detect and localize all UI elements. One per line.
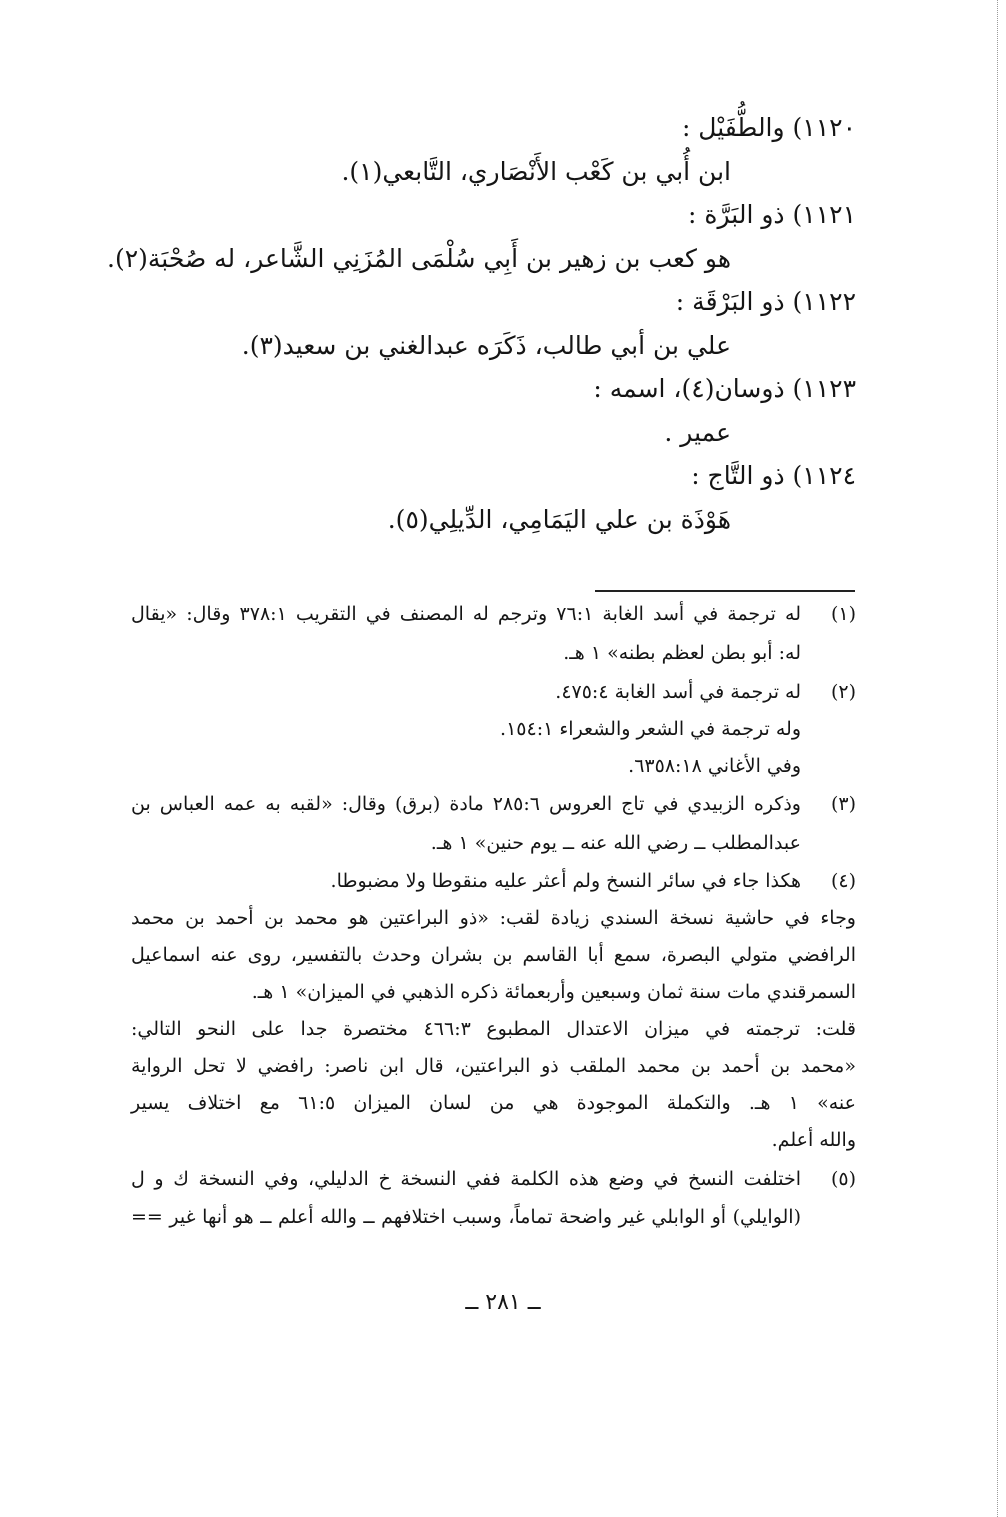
footnote-4-line-3: الرافضي متولي البصرة، سمع أبا القاسم بن بشران وحدث بالتفسير، روى عنه اسماعيل [131, 944, 856, 966]
footnote-4-line-7: عنه» ١ هـ. والتكملة الموجودة هي من لسان الميزان ٦١:٥ مع اختلاف يسير [131, 1092, 857, 1114]
footnote-3-number: (٣) [830, 793, 856, 815]
footnote-2-number: (٢) [830, 681, 856, 703]
entry-1124-text: هَوْذَة بن علي اليَمَامِي، الدِّيلِي(٥). [387, 505, 731, 534]
footnote-3-line-1: وذكره الزبيدي في تاج العروس ٢٨٥:٦ مادة (برق) وقال: «لقبه به عمه العباس بن [131, 793, 801, 815]
footnote-2-line-1: له ترجمة في أسد الغابة ٤٧٥:٤. [555, 681, 801, 703]
footnote-4-line-8: والله أعلم. [771, 1129, 856, 1151]
entry-1122-heading: ١١٢٢) ذو البَرْقَة : [675, 287, 856, 316]
entry-1121-text: هو كعب بن زهير بن أَبِي سُلْمَى المُزَنِي الشَّاعر، له صُحْبَة(٢). [107, 244, 731, 273]
footnote-1-line-2: له: أبو بطن لعظم بطنه» ١ هـ. [563, 642, 801, 664]
footnote-4-line-5: قلت: ترجمته في ميزان الاعتدال المطبوع ٤٦٦:٣ مختصرة جدا على النحو التالي: [131, 1018, 856, 1040]
entry-1120-heading: ١١٢٠) والطُّفَيْل : [681, 113, 856, 142]
footnote-5-number: (٥) [830, 1168, 856, 1190]
footnote-1-line-1: له ترجمة في أسد الغابة ٧٦:١ وترجم له المصنف في التقريب ٣٧٨:١ وقال: «يقال [131, 603, 801, 625]
entry-1123-heading: ١١٢٣) ذوسان(٤)، اسمه : [593, 374, 856, 403]
footnote-5-line-1: اختلفت النسخ في وضع هذه الكلمة ففي النسخة خ الدليلي، وفي النسخة ك و ل [131, 1168, 801, 1190]
footnote-separator [595, 590, 855, 592]
entry-1122-text: علي بن أبي طالب، ذَكَرَه عبدالغني بن سعيد(٣). [241, 331, 731, 360]
entry-1124-heading: ١١٢٤) ذو التَّاج : [691, 461, 856, 490]
entry-1123-text: عمير . [664, 418, 731, 447]
page-number: ــ ٢٨١ ــ [465, 1290, 541, 1315]
footnote-2-line-3: وفي الأغاني ٦٣٥٨:١٨. [628, 755, 801, 777]
footnote-4-line-4: السمرقندي مات سنة ثمان وسبعين وأربعمائة ذكره الذهبي في الميزان» ١ هـ. [251, 981, 856, 1003]
entry-1120-text: ابن أُبي بن كَعْب الأَنْصَاري، التَّابعي(١). [341, 157, 731, 186]
footnote-5-line-2: (الوايلي) أو الوابلي غير واضحة تماماً، وسبب اختلافهم ــ والله أعلم ــ هو أنها غير == [131, 1206, 801, 1228]
footnote-1-number: (١) [830, 603, 856, 625]
footnote-4-line-2: وجاء في حاشية نسخة السندي زيادة لقب: «ذو البراعتين هو محمد بن أحمد بن محمد [131, 907, 856, 929]
footnote-3-line-2: عبدالمطلب ــ رضي الله عنه ــ يوم حنين» ١ هـ. [430, 832, 801, 854]
entry-1121-heading: ١١٢١) ذو البَرَّة : [688, 200, 856, 229]
footnote-2-line-2: وله ترجمة في الشعر والشعراء ١٥٤:١. [500, 718, 801, 740]
footnote-4-number: (٤) [830, 870, 856, 892]
footnote-4-line-1: هكذا جاء في سائر النسخ ولم أعثر عليه منقوطا ولا مضبوطا. [330, 870, 801, 892]
footnote-4-line-6: «محمد بن أحمد بن محمد الملقب ذو البراعتين، قال ابن ناصر: رافضي لا تحل الرواية [131, 1055, 856, 1077]
